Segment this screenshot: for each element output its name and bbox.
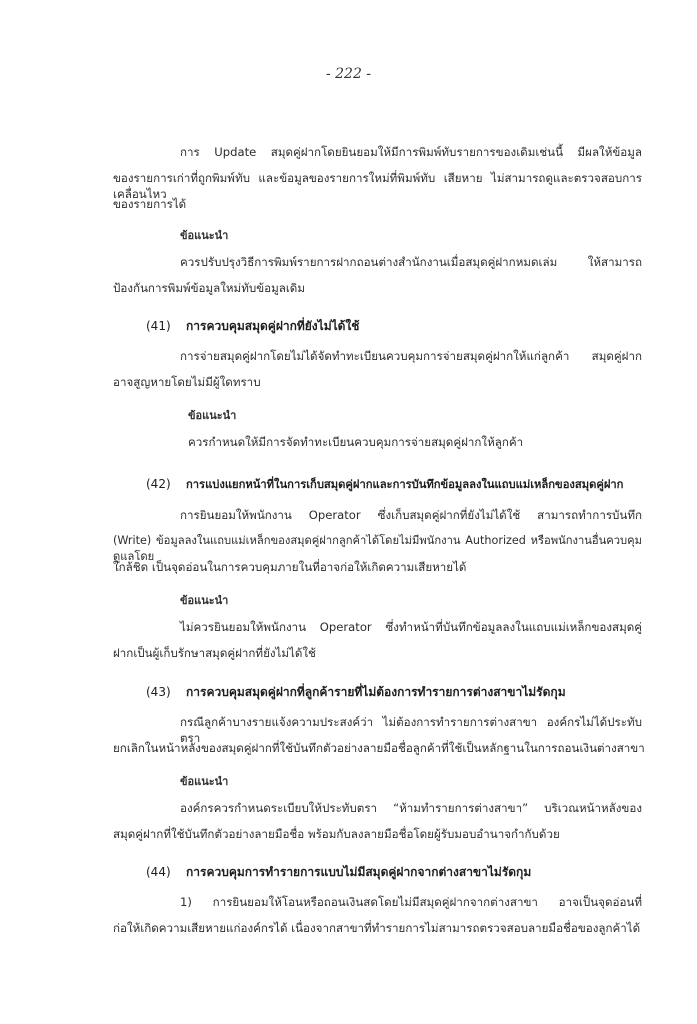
section-number: (44) bbox=[146, 865, 171, 879]
paragraph-line: ของรายการเก่าที่ถูกพิมพ์ทับ และข้อมูลของรายการใหม่ที่พิมพ์ทับ เสียหาย ไม่สามารถดูและตรวจสอบการเคลื่อนไหว bbox=[113, 171, 642, 201]
section-title: การควบคุมสมุดคู่ฝากที่ลูกค้ารายที่ไม่ต้องการทำรายการต่างสาขาไม่รัดกุม bbox=[186, 685, 566, 699]
paragraph-line: ป้องกันการพิมพ์ข้อมูลใหม่ทับข้อมูลเดิม bbox=[113, 281, 305, 295]
recommendation-heading: ข้อแนะนำ bbox=[188, 409, 237, 422]
paragraph-line: ใกล้ชิด เป็นจุดอ่อนในการควบคุมภายในที่อาจก่อให้เกิดความเสียหายได้ bbox=[113, 560, 467, 574]
paragraph-line: การจ่ายสมุดคู่ฝากโดยไม่ได้จัดทำทะเบียนควบคุมการจ่ายสมุดคู่ฝากให้แก่ลูกค้า สมุดคู่ฝาก bbox=[180, 349, 642, 363]
paragraph-line: ยกเลิกในหน้าหลังของสมุดคู่ฝากที่ใช้บันทึกตัวอย่างลายมือชื่อลูกค้าที่ใช้เป็นหลักฐานในการถอนเงินต่างสาขา bbox=[113, 741, 645, 755]
paragraph-line: การ Update สมุดคู่ฝากโดยยินยอมให้มีการพิมพ์ทับรายการของเดิมเช่นนี้ มีผลให้ข้อมูล bbox=[180, 145, 642, 159]
section-heading-43 bbox=[146, 684, 566, 700]
paragraph-line: ฝากเป็นผู้เก็บรักษาสมุดคู่ฝากที่ยังไม่ได้ใช้ bbox=[113, 646, 316, 660]
page-number: - 222 - bbox=[325, 66, 372, 82]
paragraph-line: ก่อให้เกิดความเสียหายแก่องค์กรได้ เนื่องจากสาขาที่ทำรายการไม่สามารถตรวจสอบลายมือชื่อของลูกค้าได้ bbox=[113, 921, 641, 935]
paragraph-line: กรณีลูกค้าบางรายแจ้งความประสงค์ว่า ไม่ต้องการทำรายการต่างสาขา องค์กรไม่ได้ประทับตรา bbox=[180, 715, 642, 745]
section-title: การควบคุมสมุดคู่ฝากที่ยังไม่ได้ใช้ bbox=[186, 319, 360, 333]
paragraph-line: ควรกำหนดให้มีการจัดทำทะเบียนควบคุมการจ่ายสมุดคู่ฝากให้ลูกค้า bbox=[188, 435, 524, 449]
paragraph-line: ไม่ควรยินยอมให้พนักงาน Operator ซึ่งทำหน้าที่บันทึกข้อมูลลงในแถบแม่เหล็กของสมุดคู่ bbox=[180, 620, 642, 634]
section-heading-44 bbox=[146, 864, 531, 880]
section-title: การควบคุมการทำรายการแบบไม่มีสมุดคู่ฝากจากต่างสาขาไม่รัดกุม bbox=[186, 865, 532, 879]
recommendation-heading: ข้อแนะนำ bbox=[180, 229, 229, 242]
paragraph-line: (Write) ข้อมูลลงในแถบแม่เหล็กของสมุดคู่ฝากลูกค้าได้โดยไม่มีพนักงาน Authorized หรือพนักงานอื่นควบคุมดูแลโดย bbox=[113, 534, 642, 563]
section-number: (41) bbox=[146, 319, 171, 333]
paragraph-line: ควรปรับปรุงวิธีการพิมพ์รายการฝากถอนต่างสำนักงานเมื่อสมุดคู่ฝากหมดเล่ม ให้สามารถ bbox=[180, 255, 642, 269]
paragraph-line: การยินยอมให้พนักงาน Operator ซึ่งเก็บสมุดคู่ฝากที่ยังไม่ได้ใช้ สามารถทำการบันทึก bbox=[180, 508, 642, 522]
section-title: การแบ่งแยกหน้าที่ในการเก็บสมุดคู่ฝากและการบันทึกข้อมูลลงในแถบแม่เหล็กของสมุดคู่ฝาก bbox=[186, 478, 624, 491]
section-heading-42 bbox=[146, 476, 642, 493]
paragraph-line: สมุดคู่ฝากที่ใช้บันทึกตัวอย่างลายมือชื่อ พร้อมกับลงลายมือชื่อโดยผู้รับมอบอำนาจกำกับด้วย bbox=[113, 827, 560, 841]
section-heading-41 bbox=[146, 318, 359, 334]
paragraph-line: อาจสูญหายโดยไม่มีผู้ใดทราบ bbox=[113, 375, 261, 389]
recommendation-heading: ข้อแนะนำ bbox=[180, 775, 229, 788]
recommendation-heading: ข้อแนะนำ bbox=[180, 594, 229, 607]
paragraph-line: องค์กรควรกำหนดระเบียบให้ประทับตรา “ห้ามทำรายการต่างสาขา” บริเวณหน้าหลังของ bbox=[180, 801, 642, 815]
paragraph-line: ของรายการได้ bbox=[113, 197, 187, 211]
paragraph-line: 1) การยินยอมให้โอนหรือถอนเงินสดโดยไม่มีสมุดคู่ฝากจากต่างสาขา อาจเป็นจุดอ่อนที่ bbox=[180, 895, 642, 909]
section-number: (42) bbox=[146, 477, 171, 491]
section-number: (43) bbox=[146, 685, 171, 699]
